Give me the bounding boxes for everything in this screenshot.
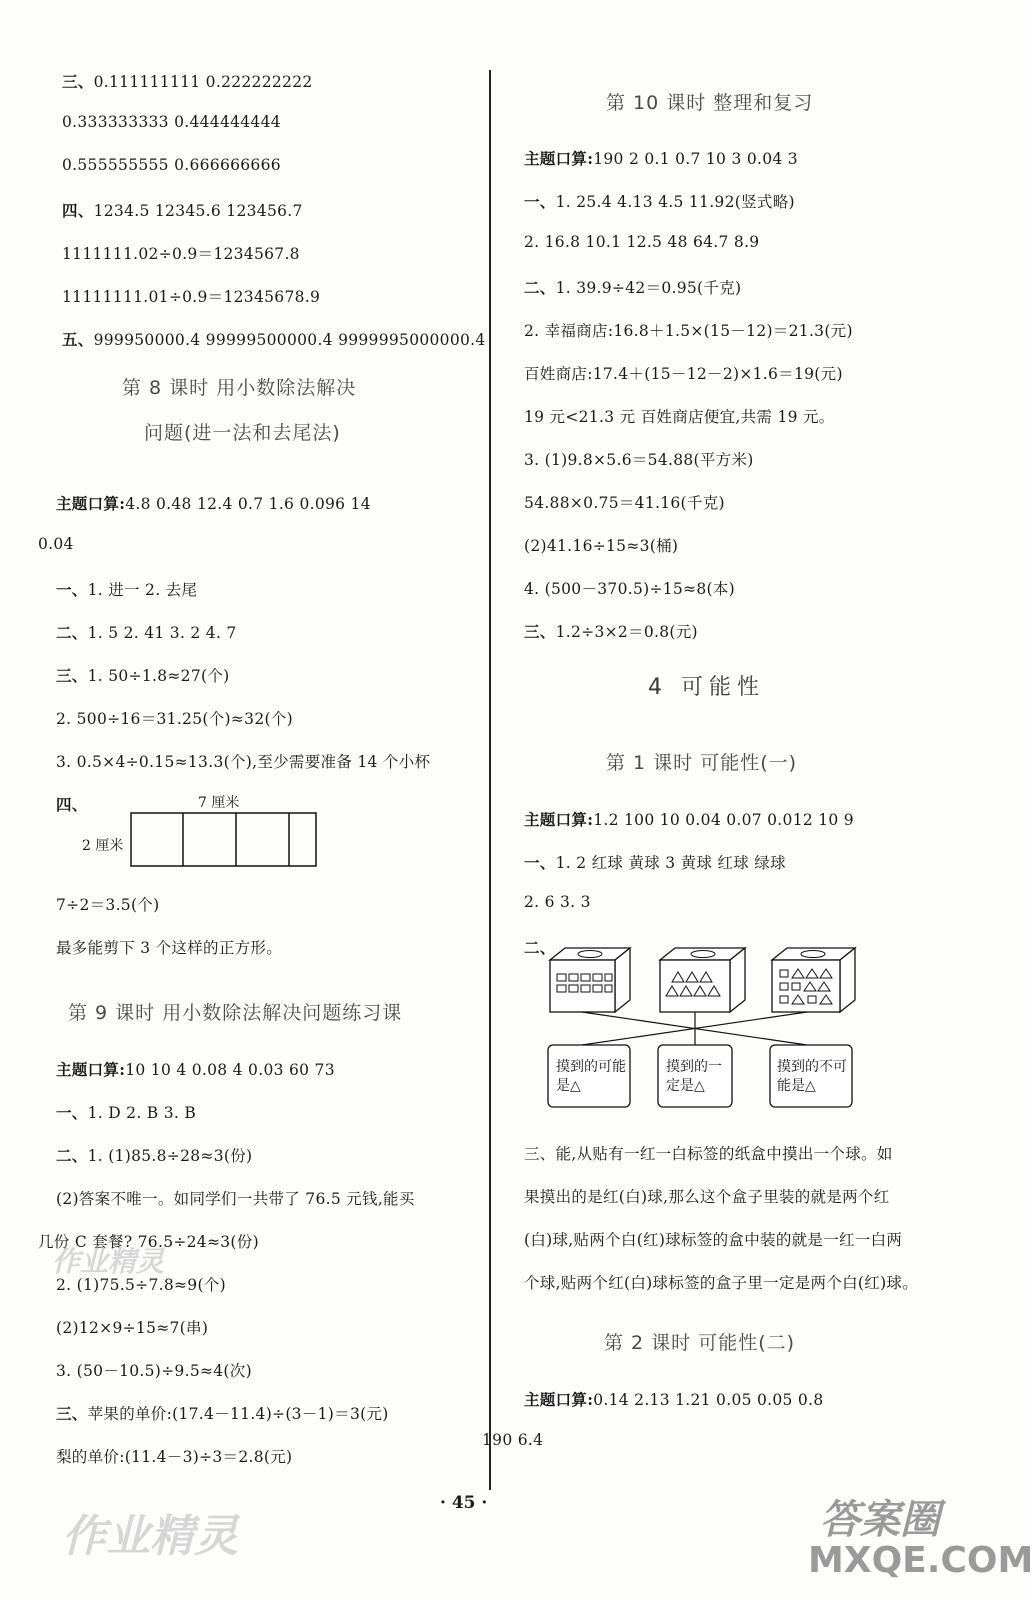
answer-text: 1.2 100 10 0.04 0.07 0.012 10 9 [593,811,854,829]
section-marker: 一、 [56,1103,88,1122]
section-marker: 二、 [56,623,88,642]
answer-line: 0.555555555 0.666666666 [62,156,281,174]
rectangle-diagram [130,812,318,868]
answer-line: 54.88×0.75＝41.16(千克) [524,494,725,512]
answer-text: 苹果的单价:(17.4－11.4)÷(3－1)＝3(元) [87,1405,389,1423]
section-marker: 三、 [62,72,94,91]
answer-line: 个球,贴两个红(白)球标签的盒子里一定是两个白(红)球。 [524,1274,919,1292]
answer-line: 2. (1)75.5÷7.8≈9(个) [56,1276,226,1294]
answer-line: (白)球,贴两个白(红)球标签的盒中装的就是一红一白两 [524,1231,903,1249]
answer-line: 2. 6 3. 3 [524,893,591,911]
answer-line: 2. 幸福商店:16.8＋1.5×(15－12)＝21.3(元) [524,322,853,340]
answer-line [524,851,786,873]
section-marker: 四、 [62,201,94,220]
section-marker: 主题口算: [524,149,594,168]
lesson-heading: 第 2 课时 可能性(二) [604,1332,796,1354]
answer-line: 几份 C 套餐? 76.5÷24≈3(份) [38,1233,259,1251]
answer-line: 0.333333333 0.444444444 [62,113,281,131]
answer-line [56,492,371,514]
watermark: MXQE.COM [808,1540,1033,1581]
section-marker: 主题口算: [56,1060,126,1079]
box-triangles [660,948,745,1012]
answer-line: 2. 16.8 10.1 12.5 48 64.7 8.9 [524,233,760,251]
box-squares [550,948,630,1012]
rect-width-label: 7 厘米 [198,795,240,811]
lesson-heading: 第 8 课时 用小数除法解决 [122,377,357,399]
answer-line: 3. 0.5×4÷0.15≈13.3(个),至少需要准备 14 个小杯 [56,753,431,771]
answer-line [56,578,197,600]
label-box-text: 摸到的一定是△ [666,1059,722,1094]
answer-line: 果摸出的是红(白)球,那么这个盒子里装的就是两个红 [524,1188,890,1206]
answer-text: 1. 2 红球 黄球 3 黄球 红球 绿球 [555,854,786,872]
answer-text: 1.2÷3×2＝0.8(元) [555,623,698,641]
answer-text: 1234.5 12345.6 123456.7 [93,202,303,220]
answer-line: 7÷2＝3.5(个) [56,896,160,914]
section-marker: 三、 [56,666,88,685]
answer-line: 百姓商店:17.4＋(15－12－2)×1.6＝19(元) [524,365,843,383]
answer-line [56,1101,196,1123]
answer-line [524,276,741,298]
section-marker: 一、 [524,853,556,872]
section-marker: 五、 [62,330,94,349]
lesson-heading: 第 1 课时 可能性(一) [606,752,798,774]
answer-text: 1. 25.4 4.13 4.5 11.92(竖式略) [555,193,795,211]
watermark: 作业精灵 [52,1245,165,1278]
unit-heading: 4 可能性 [648,675,765,700]
section-marker: 主题口算: [56,494,126,513]
answer-line [524,190,795,212]
answer-text: 0.14 2.13 1.21 0.05 0.05 0.8 [593,1391,824,1409]
page-number: · 45 · [440,1493,488,1513]
section-marker: 二、 [524,278,556,297]
label-box-text: 摸到的可能是△ [556,1059,626,1094]
column-divider [489,70,491,1490]
watermark: 作业精灵 [62,1511,238,1562]
section-marker: 二、 [524,938,556,957]
answer-line: (2)答案不唯一。如同学们一共带了 76.5 元钱,能买 [56,1190,415,1208]
answer-line [56,1402,389,1424]
answer-text: 1. 39.9÷42＝0.95(千克) [555,279,742,297]
watermark: 答案圈 [820,1497,940,1543]
answer-line: (2)41.16÷15≈3(桶) [524,537,679,555]
answer-line [524,620,698,642]
section-marker: 三、 [56,1404,88,1423]
answer-line: (2)12×9÷15≈7(串) [56,1319,209,1337]
box-mixed [772,948,855,1012]
answer-line [524,808,854,830]
answer-line: 3. (1)9.8×5.6＝54.88(平方米) [524,451,754,469]
answer-line: 190 6.4 [482,1431,544,1449]
answer-line [56,664,230,686]
answer-line: 2. 500÷16＝31.25(个)≈32(个) [56,710,293,728]
answer-line [62,199,303,221]
answer-line [524,147,798,169]
answer-text: 4.8 0.48 12.4 0.7 1.6 0.096 14 [125,495,371,513]
matching-lines [582,1012,807,1045]
answer-text: 1. 5 2. 41 3. 2 4. 7 [87,624,237,642]
answer-line: 3. (50－10.5)÷9.5≈4(次) [56,1362,252,1380]
section-marker: 主题口算: [524,810,594,829]
answer-line: 4. (500－370.5)÷15≈8(本) [524,580,736,598]
section-marker: 四、 [56,795,88,814]
answer-text: 1. (1)85.8÷28≈3(份) [87,1147,253,1165]
lesson-heading: 第 9 课时 用小数除法解决问题练习课 [68,1002,403,1024]
section-marker: 一、 [56,580,88,599]
answer-line [56,1058,335,1080]
answer-line: 19 元<21.3 元 百姓商店便宜,共需 19 元。 [524,408,835,426]
answer-line: 梨的单价:(11.4－3)÷3＝2.8(元) [56,1448,293,1466]
answer-line: 三、能,从贴有一红一白标签的纸盒中摸出一个球。如 [524,1145,893,1163]
lesson-heading: 第 10 课时 整理和复习 [606,92,814,114]
answer-line [62,328,486,350]
answer-text: 0.111111111 0.222222222 [93,73,313,91]
lesson-heading: 问题(进一法和去尾法) [144,422,341,444]
answer-line [524,1388,823,1410]
section-marker: 二、 [56,1146,88,1165]
answer-line: 最多能剪下 3 个这样的正方形。 [56,939,283,957]
answer-line: 11111111.01÷0.9＝12345678.9 [62,288,321,306]
answer-text: 1. D 2. B 3. B [87,1104,197,1122]
answer-text: 1. 进一 2. 去尾 [87,581,198,599]
section-marker: 三、 [524,622,556,641]
answer-line: 0.04 [38,535,74,553]
answer-text: 10 10 4 0.08 4 0.03 60 73 [125,1061,335,1079]
rect-height-label: 2 厘米 [82,838,124,854]
answer-line [56,621,237,643]
answer-line: 1111111.02÷0.9＝1234567.8 [62,245,300,263]
answer-text: 1. 50÷1.8≈27(个) [87,667,230,685]
section-marker: 一、 [524,192,556,211]
answer-text: 190 2 0.1 0.7 10 3 0.04 3 [593,150,798,168]
section-marker: 主题口算: [524,1390,594,1409]
answer-line [62,70,313,92]
answer-text: 999950000.4 99999500000.4 9999995000000.4 [93,331,486,349]
answer-line [56,1144,252,1166]
label-box-text: 摸到的不可能是△ [777,1059,847,1094]
